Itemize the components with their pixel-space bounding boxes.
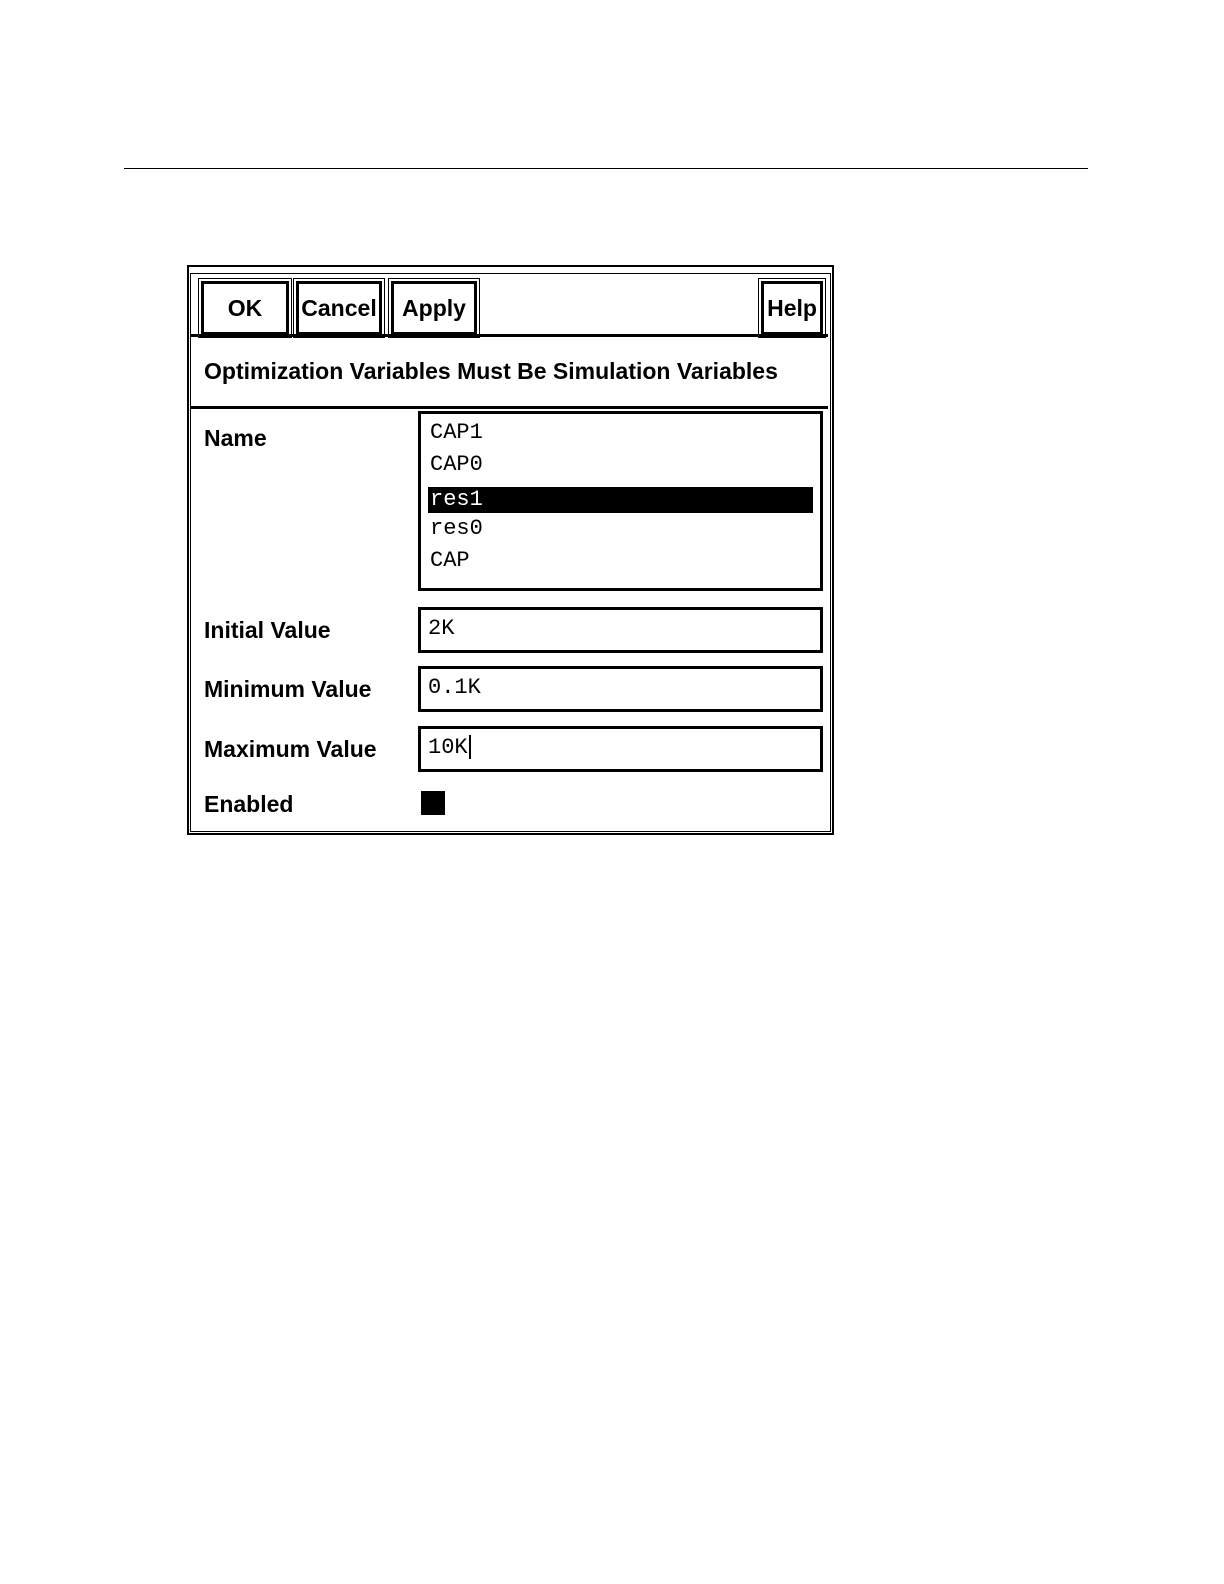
maximum-value-text: 10K [428, 735, 468, 760]
optimization-variable-dialog [187, 265, 834, 835]
notice-message: Optimization Variables Must Be Simulation Variables [191, 337, 828, 409]
list-item-selected[interactable]: res1 [428, 487, 813, 513]
list-item[interactable]: CAP0 [430, 452, 483, 477]
cancel-button[interactable]: Cancel [296, 281, 382, 335]
enabled-checkbox[interactable] [421, 791, 445, 815]
minimum-value-text: 0.1K [428, 675, 481, 700]
list-item[interactable]: CAP1 [430, 420, 483, 445]
apply-button[interactable]: Apply [391, 281, 477, 335]
maximum-value-label: Maximum Value [204, 736, 377, 762]
minimum-value-label: Minimum Value [204, 676, 372, 702]
text-cursor [469, 735, 471, 759]
maximum-value-field[interactable] [418, 726, 823, 772]
page-header-rule [124, 168, 1088, 169]
ok-button[interactable]: OK [201, 281, 289, 335]
name-listbox[interactable] [418, 411, 823, 591]
initial-value-text: 2K [428, 616, 455, 641]
initial-value-field[interactable] [418, 607, 823, 653]
list-item[interactable]: res0 [430, 516, 483, 541]
initial-value-label: Initial Value [204, 617, 331, 643]
help-button[interactable]: Help [761, 281, 823, 335]
enabled-label: Enabled [204, 791, 294, 817]
dialog-toolbar [191, 273, 828, 337]
list-item[interactable]: CAP [430, 548, 470, 573]
minimum-value-field[interactable] [418, 666, 823, 712]
name-label: Name [204, 425, 267, 451]
